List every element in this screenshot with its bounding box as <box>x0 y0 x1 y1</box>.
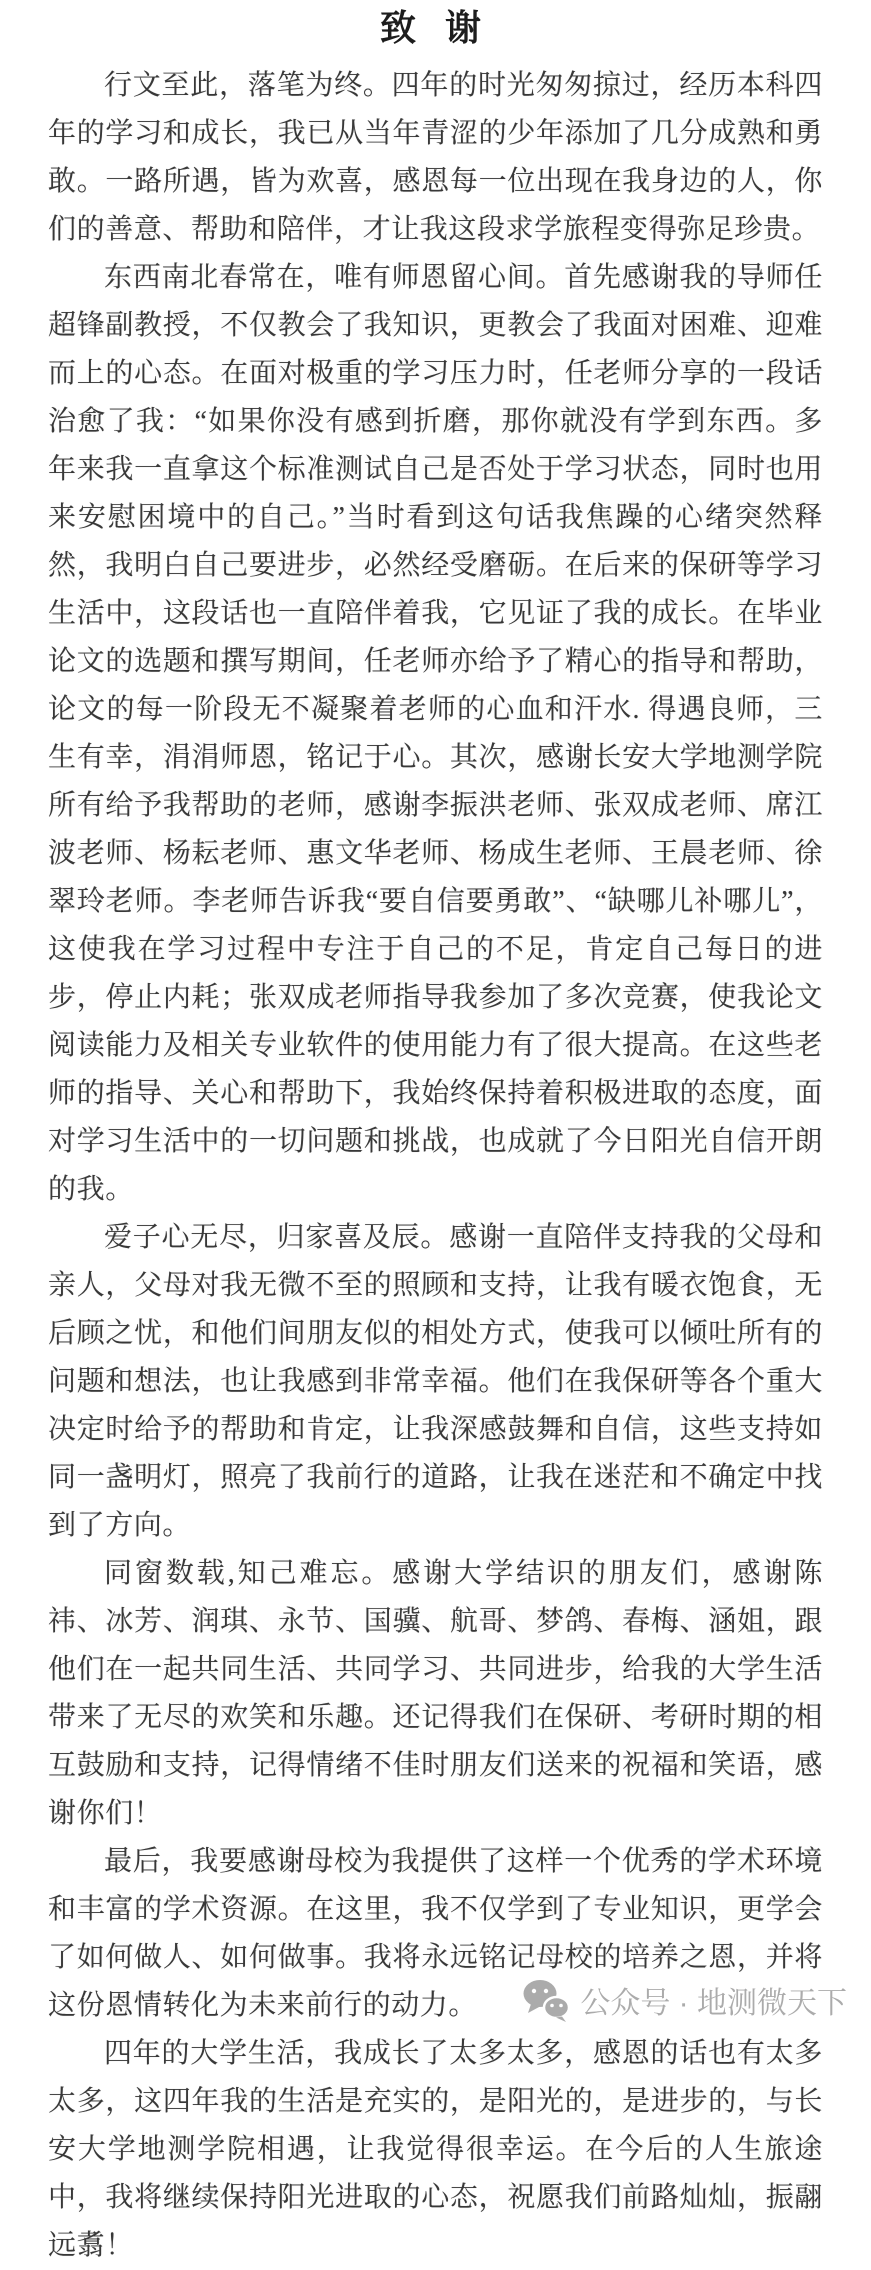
wechat-icon <box>522 1978 570 2022</box>
acknowledgement-paragraph-3: 爱子心无尽，归家喜及辰。感谢一直陪伴支持我的父母和亲人，父母对我无微不至的照顾和支持，让我有暖衣饱食，无后顾之忧，和他们间朋友似的相处方式，使我可以倾吐所有的问题和想法，也让我感到非常幸福。他们在我保研等各个重大决定时给予的帮助和肯定，让我深感鼓舞和自信，这些支持如同一盏明灯，照亮了我前行的道路，让我在迷茫和不确定中找到了方向。 <box>48 1222 823 1541</box>
acknowledgement-paragraph-6: 四年的大学生活，我成长了太多太多，感恩的话也有太多太多，这四年我的生活是充实的，是阳光的，是进步的，与长安大学地测学院相遇，让我觉得很幸运。在今后的人生旅途中，我将继续保持阳光进取的心态，祝愿我们前路灿灿，振翮远翥！ <box>48 2038 823 2261</box>
acknowledgement-paragraph-1: 行文至此，落笔为终。四年的时光匆匆掠过，经历本科四年的学习和成长，我已从当年青涩的少年添加了几分成熟和勇敢。一路所遇，皆为欢喜，感恩每一位出现在我身边的人，你们的善意、帮助和陪伴，才让我这段求学旅程变得弥足珍贵。 <box>48 70 823 245</box>
acknowledgement-paragraph-4: 同窗数载,知己难忘。感谢大学结识的朋友们，感谢陈祎、冰芳、润琪、永节、国骥、航哥、梦鸽、春梅、涵姐，跟他们在一起共同生活、共同学习、共同进步，给我的大学生活带来了无尽的欢笑和乐趣。还记得我们在保研、考研时期的相互鼓励和支持，记得情绪不佳时朋友们送来的祝福和笑语，感谢你们！ <box>48 1558 823 1829</box>
watermark-label: 公众号 · 地测微天下 <box>580 1987 847 2020</box>
acknowledgement-paragraph-5: 最后，我要感谢母校为我提供了这样一个优秀的学术环境和丰富的学术资源。在这里，我不仅学到了专业知识，更学会了如何做人、如何做事。我将永远铭记母校的培养之恩，并将这份恩情转化为未来前行的动力。 <box>48 1846 823 2021</box>
acknowledgement-paragraph-2: 东西南北春常在，唯有师恩留心间。首先感谢我的导师任超锋副教授，不仅教会了我知识，更教会了我面对困难、迎难而上的心态。在面对极重的学习压力时，任老师分享的一段话治愈了我：“如果你没有感到折磨，那你就没有学到东西。多年来我一直拿这个标准测试自己是否处于学习状态，同时也用来安慰困境中的自己。”当时看到这句话我焦躁的心绪突然释然，我明白自己要进步，必然经受磨砺。在后来的保研等学习生活中，这段话也一直陪伴着我，它见证了我的成长。在毕业论文的选题和撰写期间，任老师亦给予了精心的指导和帮助，论文的每一阶段无不凝聚着老师的心血和汗水. 得遇良师，三生有幸，涓涓师恩，铭记于心。其次，感谢长安大学地测学院所有给予我帮助的老师，感谢李振洪老师、张双成老师、席江波老师、杨耘老师、惠文华老师、杨成生老师、王晨老师、徐翠玲老师。李老师告诉我“要自信要勇敢”、“缺哪儿补哪儿”，这使我在学习过程中专注于自己的不足，肯定自己每日的进步，停止内耗；张双成老师指导我参加了多次竞赛，使我论文阅读能力及相关专业软件的使用能力有了很大提高。在这些老师的指导、关心和帮助下，我始终保持着积极进取的态度，面对学习生活中的一切问题和挑战，也成就了今日阳光自信开朗的我。 <box>48 262 823 1205</box>
page-title: 致 谢 <box>379 8 491 48</box>
watermark <box>522 1978 847 2022</box>
